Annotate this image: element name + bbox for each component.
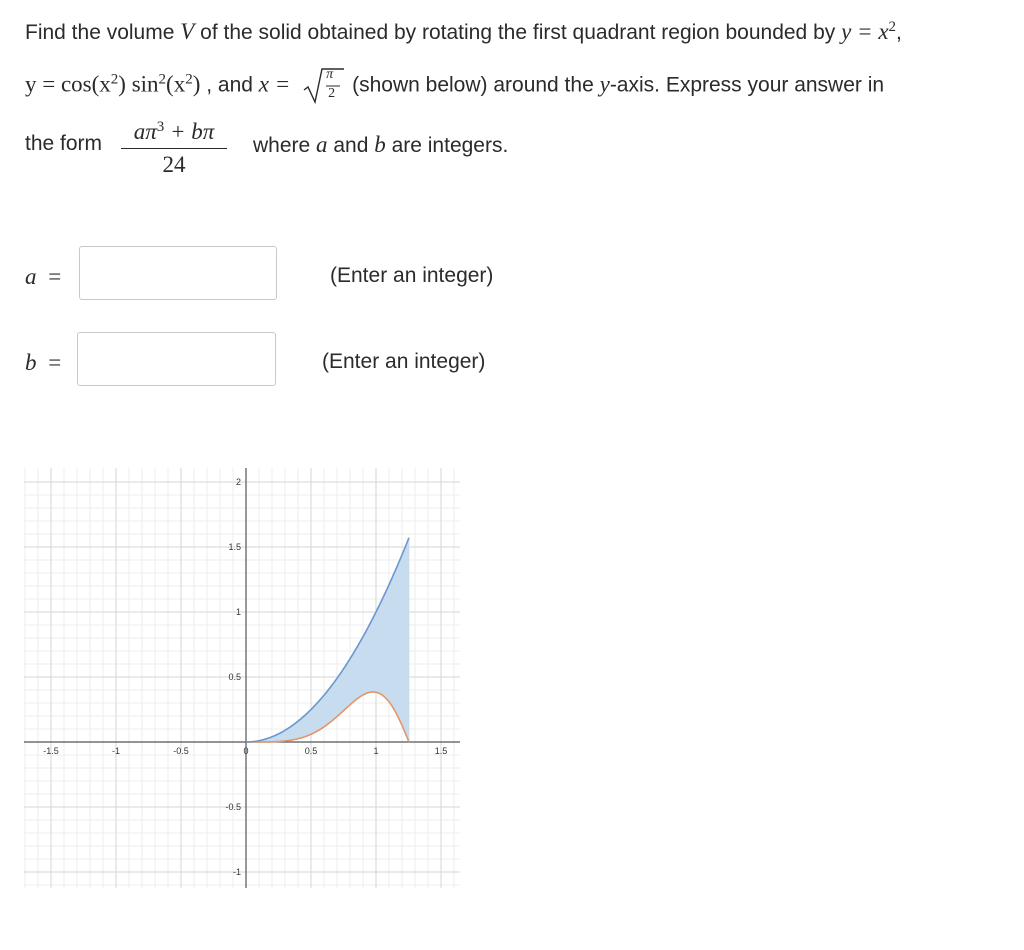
- x-tick-label: 1: [373, 746, 379, 756]
- x-tick-label: 1.5: [434, 746, 448, 756]
- question-mid: of the solid obtained by rotating the first quadrant region bounded by: [194, 21, 842, 44]
- field-b-equals: =: [48, 350, 62, 375]
- field-b-var: b: [25, 350, 37, 375]
- y-tick-label: -1: [232, 867, 241, 877]
- var-a: a: [316, 132, 328, 157]
- where-text: where: [253, 134, 317, 157]
- answer-a-input[interactable]: [79, 246, 277, 300]
- and-text: , and: [200, 73, 259, 97]
- the-form-text: the form: [25, 132, 103, 155]
- y-tick-label: 1: [235, 607, 241, 617]
- numerator-term-b: + bπ: [164, 119, 215, 144]
- field-a-hint: (Enter an integer): [330, 264, 494, 287]
- comma: ,: [896, 21, 902, 44]
- axis-variable: y: [599, 71, 610, 97]
- shaded-region: [246, 538, 409, 742]
- field-a-var: a: [25, 264, 37, 289]
- and-word: and: [327, 134, 375, 157]
- var-b: b: [374, 132, 386, 157]
- field-b-label: [25, 350, 61, 376]
- question-tail: (shown below) around the: [352, 73, 600, 97]
- question-line-2: [25, 66, 884, 106]
- curve-2-expression-a: y = cos(x: [25, 71, 111, 97]
- curve-2-expression-c: (x: [166, 71, 186, 97]
- volume-variable: V: [180, 19, 195, 44]
- sqrt-denominator: 2: [328, 86, 336, 101]
- curve-2-exp-1: 2: [110, 71, 119, 88]
- sqrt-numerator: π: [326, 67, 334, 82]
- y-tick-label: 2: [235, 477, 241, 487]
- curve-2-exp-3: 2: [185, 71, 193, 88]
- question-line-1: [25, 18, 902, 46]
- fraction-numerator: [121, 118, 227, 146]
- x-tick-label: -1: [111, 746, 121, 756]
- curve-2-exp-2: 2: [158, 71, 167, 88]
- y-tick-label: 0.5: [228, 672, 241, 682]
- field-a-equals: =: [48, 264, 62, 289]
- x-bound-expression: x =: [258, 71, 291, 97]
- fraction-denominator: 24: [162, 152, 186, 177]
- x-tick-label: -0.5: [173, 746, 189, 756]
- answer-b-input[interactable]: [77, 332, 276, 386]
- x-tick-label: 0.5: [304, 746, 318, 756]
- where-clause: [253, 131, 508, 159]
- numerator-exponent: 3: [156, 119, 165, 135]
- question-intro: Find the volume: [25, 21, 181, 44]
- sqrt-symbol-icon: [302, 66, 344, 106]
- y-tick-label: 1.5: [228, 542, 241, 552]
- x-tick-label: -1.5: [43, 746, 59, 756]
- are-integers-text: are integers.: [385, 134, 509, 157]
- question-tail-2: -axis. Express your answer in: [609, 73, 885, 97]
- x-tick-label: 0: [243, 746, 249, 756]
- curve-2-expression-b: ) sin: [118, 71, 159, 97]
- answer-form-fraction: [121, 118, 227, 179]
- field-a-label: [25, 264, 61, 290]
- y-tick-label: -0.5: [225, 802, 241, 812]
- field-b-hint: (Enter an integer): [322, 350, 486, 373]
- curve-1-exponent: 2: [888, 19, 897, 35]
- numerator-term-a: aπ: [133, 119, 157, 144]
- curve-2-expression-d: ): [192, 71, 201, 97]
- fraction-bar: [121, 148, 227, 149]
- curve-1-expression: y = x: [841, 19, 889, 44]
- sqrt-pi-over-2: [302, 66, 342, 106]
- region-graph: [24, 468, 460, 888]
